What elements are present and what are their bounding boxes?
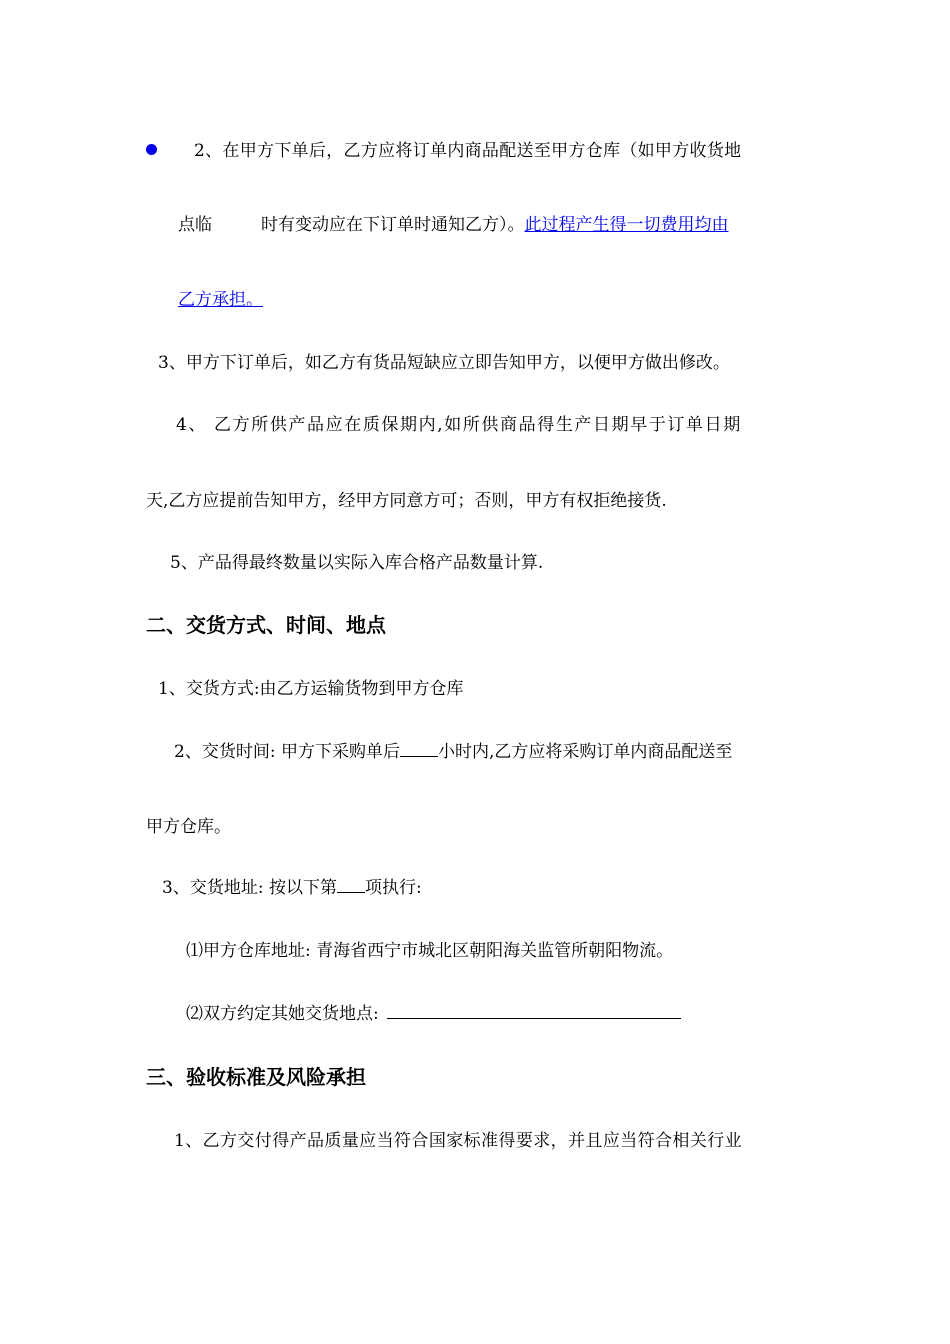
clause-5: 5、产品得最终数量以实际入库合格产品数量计算. [170, 553, 544, 573]
delivery-time-text-a: 2、交货时间: 甲方下采购单后 [174, 742, 400, 762]
clause-2-text-b: 时有变动应在下订单时通知乙方）。 [261, 215, 525, 235]
clause-4-line-2: 天,乙方应提前告知甲方，经甲方同意方可；否则，甲方有权拒绝接货. [146, 491, 667, 511]
acceptance-clause-1: 1、乙方交付得产品质量应当符合国家标准得要求，并且应当符合相关行业 [174, 1131, 743, 1151]
section-3-heading: 三、验收标准及风险承担 [146, 1065, 366, 1089]
delivery-address [162, 876, 422, 900]
clause-3: 3、甲方下订单后，如乙方有货品短缺应立即告知甲方，以便甲方做出修改。 [158, 353, 730, 373]
clause-2-line-3 [178, 288, 263, 312]
delivery-time-line-2: 甲方仓库。 [146, 817, 231, 837]
delivery-address-text-b: 项执行: [364, 878, 422, 898]
clause-2-text-a: 点临 [178, 215, 212, 235]
delivery-time-text-b: 小时内,乙方应将采购订单内商品配送至 [437, 742, 733, 762]
delivery-method: 1、交货方式:由乙方运输货物到甲方仓库 [158, 679, 464, 699]
cost-link-part-1[interactable]: 此过程产生得一切费用均由 [524, 215, 729, 235]
bullet-icon [146, 144, 157, 155]
item-number-blank [337, 876, 365, 893]
other-address [186, 1002, 681, 1026]
other-address-label: ⑵双方约定其她交货地点: [186, 1004, 379, 1024]
cost-link-part-2[interactable]: 乙方承担。 [178, 290, 263, 310]
warehouse-address: ⑴甲方仓库地址: 青海省西宁市城北区朝阳海关监管所朝阳物流。 [186, 941, 674, 961]
clause-2-line-2 [178, 213, 729, 237]
other-address-blank [387, 1002, 681, 1019]
delivery-time-line-1 [174, 740, 732, 764]
clause-2-line-1: 2、在甲方下单后，乙方应将订单内商品配送至甲方仓库（如甲方收货地 [194, 141, 742, 161]
delivery-address-text-a: 3、交货地址: 按以下第 [162, 878, 337, 898]
hours-blank [400, 740, 438, 757]
clause-4-line-1: 4、 乙方所供产品应在质保期内,如所供商品得生产日期早于订单日期 [176, 415, 742, 435]
section-2-heading: 二、交货方式、时间、地点 [146, 613, 386, 637]
